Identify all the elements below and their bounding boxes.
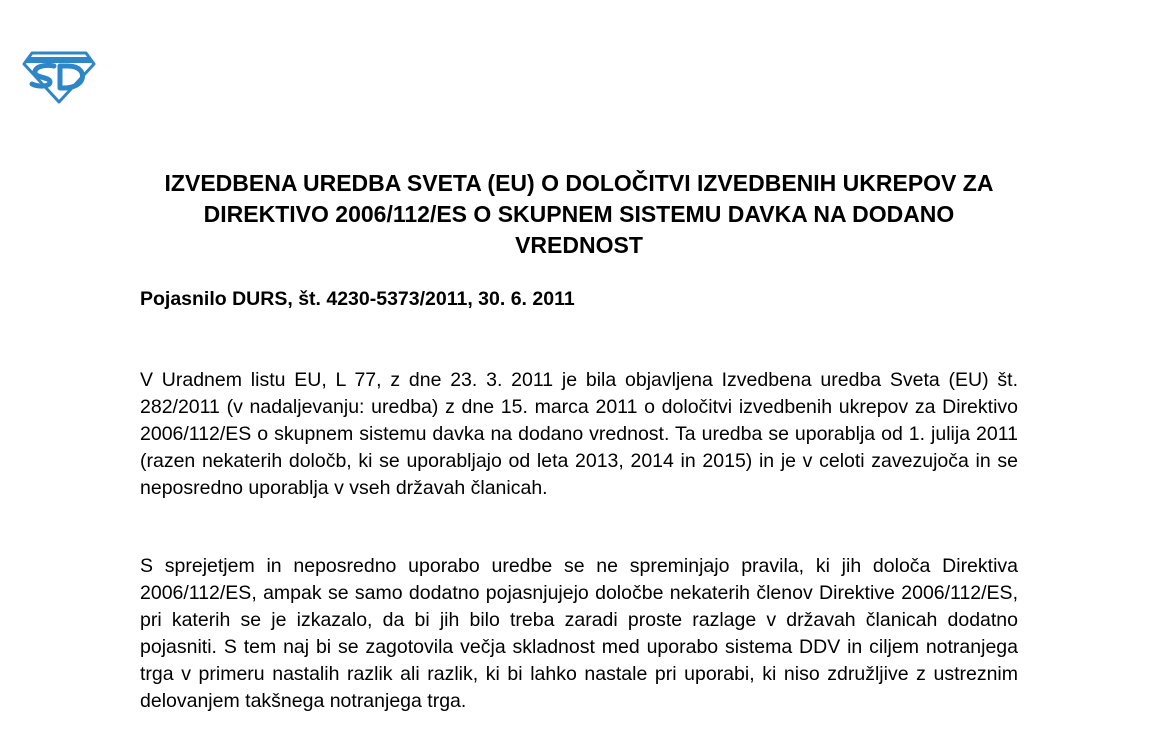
sd-shield-logo-icon [22,50,96,104]
document-subtitle: Pojasnilo DURS, št. 4230-5373/2011, 30. 6. 2011 [140,288,575,310]
paragraph-1: V Uradnem listu EU, L 77, z dne 23. 3. 2011 je bila objavljena Izvedbena uredba Sveta (EU) št. 282/2011 (v nadaljevanju: uredba) z dne 15. marca 2011 o določitvi izvedbenih ukrepov za Direktivo 2006/112/ES o skupnem sistemu davka na dodano vrednost. Ta uredba se uporablja od 1. julija 2011 (razen nekaterih določb, ki se uporabljajo od leta 2013, 2014 in 2015) in je v celoti zavezujoča in se neposredno uporablja v vseh državah članicah. [140,369,1018,499]
document-title: IZVEDBENA UREDBA SVETA (EU) O DOLOČITVI IZVEDBENIH UKREPOV ZA DIREKTIVO 2006/112/ES O SKUPNEM SISTEMU DAVKA NA DODANO VREDNOST [164,170,994,258]
paragraph-2: S sprejetjem in neposredno uporabo uredbe se ne spreminjajo pravila, ki jih določa Direktiva 2006/112/ES, ampak se samo dodatno pojasnjujejo določbe nekaterih členov Direktive 2006/112/ES, pri katerih se je izkazalo, da bi jih bilo treba zaradi proste razlage v državah članicah dodatno pojasniti. S tem naj bi se zagotovila večja skladnost med uporabo sistema DDV in ciljem notranjega trga v primeru nastalih razlik ali razlik, ki bi lahko nastale pri uporabi, ki niso združljive z ustreznim delovanjem takšnega notranjega trga. [140,555,1018,712]
